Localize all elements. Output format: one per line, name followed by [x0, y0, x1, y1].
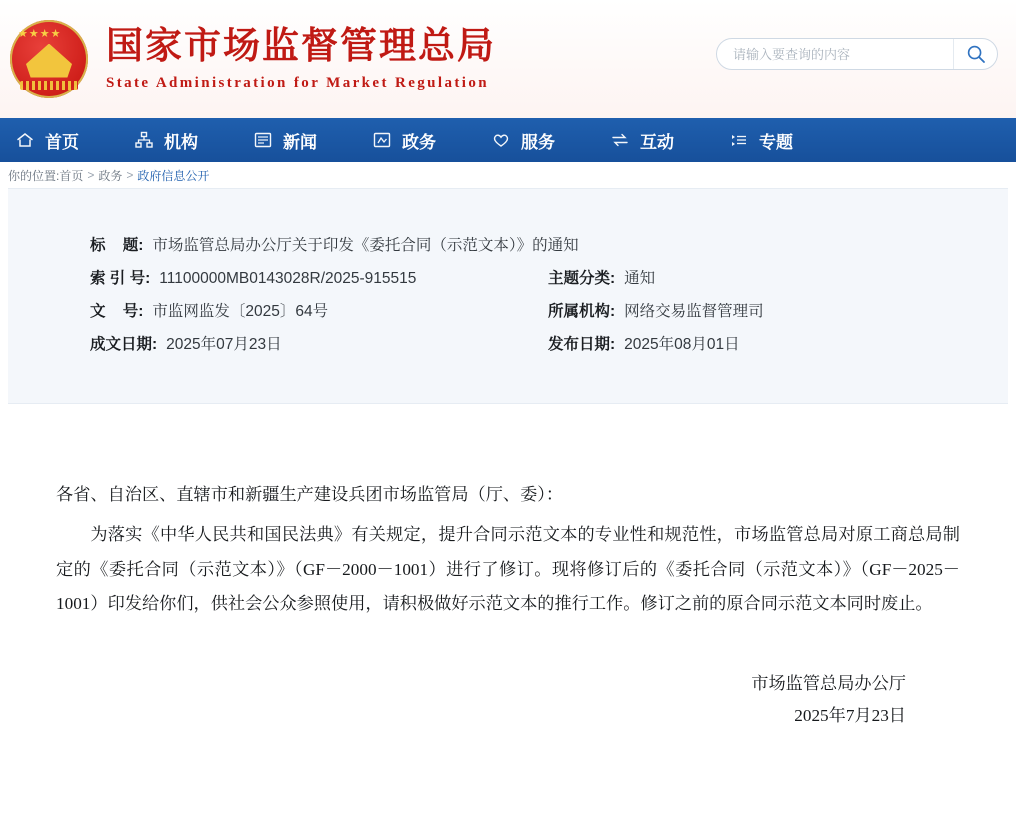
- heart-icon: [490, 129, 512, 151]
- meta-label-doc-no: 文 号:: [90, 303, 144, 320]
- article-salutation: 各省、自治区、直辖市和新疆生产建设兵团市场监管局（厅、委）：: [56, 485, 564, 504]
- national-emblem-icon: [10, 20, 88, 98]
- meta-cell-doc-no: [8, 299, 548, 321]
- meta-value-publish-date: 2025年08月01日: [624, 336, 740, 353]
- site-title-cn: 国家市场监督管理总局: [106, 26, 496, 68]
- nav-label: 互动: [640, 132, 674, 152]
- site-title-en: State Administration for Market Regulation: [106, 74, 490, 91]
- nav-item-news[interactable]: [252, 128, 317, 153]
- nav-item-home[interactable]: [14, 128, 79, 153]
- search-input[interactable]: [717, 47, 953, 62]
- breadcrumb-item-affairs[interactable]: 政务: [98, 168, 123, 183]
- site-header: [0, 0, 1016, 118]
- emblem-ribbon: [20, 81, 78, 90]
- meta-label-index-no: 索 引 号:: [90, 270, 151, 287]
- meta-cell-index-no: [8, 266, 548, 288]
- meta-label-subject-class: 主题分类:: [548, 270, 616, 287]
- meta-row-title: [8, 233, 1008, 255]
- search-box[interactable]: [716, 38, 998, 70]
- site-title-block: [106, 26, 496, 92]
- affairs-icon: [371, 129, 393, 151]
- news-icon: [252, 129, 274, 151]
- meta-value-subject-class: 通知: [624, 270, 656, 287]
- nav-label: 首页: [45, 132, 79, 152]
- meta-row-dates: [8, 332, 1008, 354]
- nav-label: 新闻: [283, 132, 317, 152]
- meta-cell-written-date: [8, 332, 548, 354]
- article-signature-block: [56, 668, 960, 733]
- nav-item-topic[interactable]: [728, 128, 793, 153]
- nav-label: 机构: [164, 132, 198, 152]
- org-icon: [133, 129, 155, 151]
- meta-cell-issuing-org: [548, 299, 764, 321]
- signature-org: 市场监管总局办公厅: [751, 673, 906, 693]
- meta-value-written-date: 2025年07月23日: [166, 336, 282, 353]
- meta-label-issuing-org: 所属机构:: [548, 303, 616, 320]
- home-icon: [14, 129, 36, 151]
- meta-row-doc-no: [8, 299, 1008, 321]
- search-button[interactable]: [953, 39, 997, 69]
- nav-item-interaction[interactable]: [609, 128, 674, 153]
- meta-cell-publish-date: [548, 332, 740, 354]
- breadcrumb-separator: >: [126, 168, 134, 182]
- topic-icon: [728, 129, 750, 151]
- article-paragraph: 为落实《中华人民共和国民法典》有关规定，提升合同示范文本的专业性和规范性，市场监管总局对原工商总局制定的《委托合同（示范文本）》（GF－2000－1001）进行了修订。现将修订后的《委托合同（示范文本）》（GF－2025－1001）印发给你们，供社会公众参照使用，请积极做好示范文本的推行工作。修订之前的原合同示范文本同时废止。: [56, 525, 960, 614]
- meta-cell-title: [8, 233, 579, 255]
- document-body: [0, 404, 1016, 757]
- nav-label: 专题: [759, 132, 793, 152]
- meta-value-title: 市场监管总局办公厅关于印发《委托合同（示范文本）》的通知: [152, 237, 579, 254]
- nav-item-service[interactable]: [490, 128, 555, 153]
- nav-label: 服务: [521, 132, 555, 152]
- meta-value-issuing-org: 网络交易监督管理司: [624, 303, 764, 320]
- nav-label: 政务: [402, 132, 436, 152]
- breadcrumb-item-current: 政府信息公开: [137, 168, 210, 183]
- breadcrumb-item-home[interactable]: 首页: [59, 168, 84, 183]
- meta-label-title: 标 题:: [90, 237, 144, 254]
- meta-label-publish-date: 发布日期:: [548, 336, 616, 353]
- breadcrumb-prefix: 你的位置:: [8, 168, 60, 183]
- meta-value-index-no: 11100000MB0143028R/2025-915515: [159, 270, 417, 287]
- signature-date: 2025年7月23日: [794, 706, 906, 726]
- document-meta-panel: [8, 188, 1008, 404]
- meta-label-written-date: 成文日期:: [90, 336, 158, 353]
- breadcrumb-separator: >: [87, 168, 95, 182]
- search-icon: [966, 44, 986, 64]
- exchange-icon: [609, 129, 631, 151]
- nav-item-org[interactable]: [133, 128, 198, 153]
- emblem-stars: ★★★★: [18, 28, 62, 40]
- breadcrumb: [0, 162, 1016, 188]
- meta-row-index: [8, 266, 1008, 288]
- main-nav: [0, 118, 1016, 162]
- meta-cell-subject-class: [548, 266, 655, 288]
- nav-item-affairs[interactable]: [371, 128, 436, 153]
- meta-value-doc-no: 市监网监发〔2025〕64号: [152, 303, 329, 320]
